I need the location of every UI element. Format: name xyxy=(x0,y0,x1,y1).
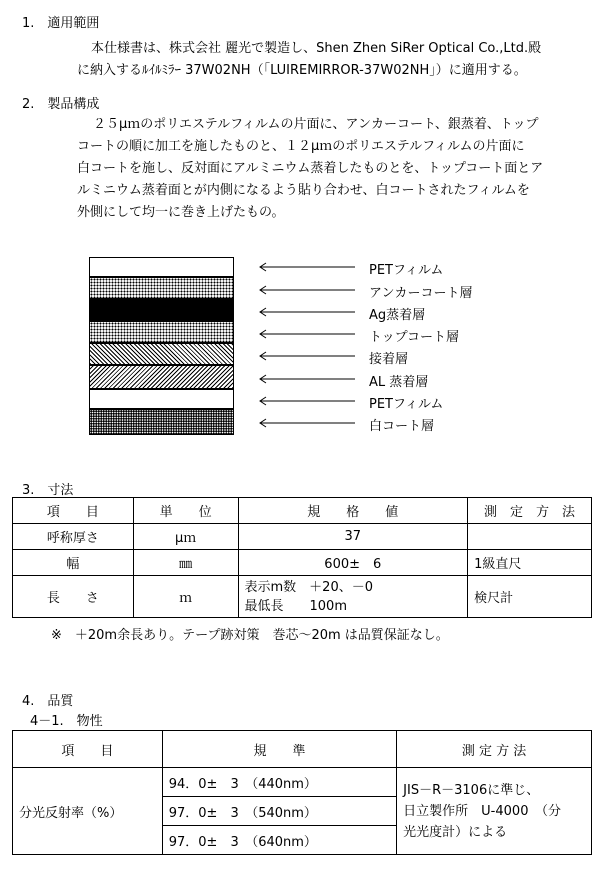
section-2-heading: 2. 製品構成 xyxy=(22,97,100,112)
dimensions-note: ※ ＋20m余長あり。テープ跡対策 巻芯～20m は品質保証なし。 xyxy=(51,628,449,643)
layer-label-adhesive: 接着層 xyxy=(369,352,409,367)
section-4-heading: 4. 品質 xyxy=(22,694,74,709)
layer-label-top-coat: トップコート層 xyxy=(369,330,459,345)
row-unit: ㎜ xyxy=(133,550,238,576)
layer-ag xyxy=(89,299,234,321)
table-header-row xyxy=(13,498,592,524)
row-method: 検尺計 xyxy=(468,576,592,618)
header-standard: 規 準 xyxy=(162,731,396,768)
row-method: 1級直尺 xyxy=(468,550,592,576)
row-item: 幅 xyxy=(13,550,134,576)
layer-arrows xyxy=(250,255,362,435)
header-unit: 単 位 xyxy=(133,498,238,524)
layer-al xyxy=(89,365,234,389)
quality-method xyxy=(397,768,592,855)
layer-top-coat xyxy=(89,321,234,343)
header-method: 測 定 方 法 xyxy=(397,731,592,768)
table-header-row xyxy=(13,731,592,768)
quality-spec: 94．0± 3 （440nm） xyxy=(162,768,396,797)
quality-spec: 97．0± 3 （540nm） xyxy=(162,797,396,826)
row-spec xyxy=(238,576,468,618)
quality-method-line-2: 日立製作所 U-4000 （分 xyxy=(403,803,561,819)
layer-label-pet-top: PETフィルム xyxy=(369,263,444,278)
section-4-1-heading: 4－1. 物性 xyxy=(30,714,103,729)
section-2-text-line-5: 外側にして均一に巻き上げたもの。 xyxy=(77,205,285,220)
row-unit: ｍ xyxy=(133,576,238,618)
section-2-text-line-1: ２５μｍのポリエステルフィルムの片面に、アンカーコート、銀蒸着、トップ xyxy=(93,117,539,132)
layer-pet-bottom xyxy=(89,389,234,409)
quality-method-line-3: 光光度計）による xyxy=(403,824,508,840)
table-row xyxy=(13,550,592,576)
section-1-heading: 1. 適用範囲 xyxy=(22,16,100,31)
row-item: 長 さ xyxy=(13,576,134,618)
layer-anchor-coat xyxy=(89,277,234,299)
section-2-text-line-2: コートの順に加工を施したものと、１２μｍのポリエステルフィルムの片面に xyxy=(77,139,525,154)
row-spec-line-2: 最低長 100m xyxy=(244,598,347,614)
section-1-text-line-2: に納入するﾙｲﾙﾐﾗｰ 37W02NH（「LUIREMIRROR-37W02NH」）に適用する。 xyxy=(77,63,527,78)
quality-method-line-1: JIS－R－3106に準じ、 xyxy=(403,782,540,798)
layer-label-ag: Ag蒸着層 xyxy=(369,308,426,323)
header-item: 項 目 xyxy=(13,731,163,768)
quality-spec: 97．0± 3 （640nm） xyxy=(162,826,396,855)
layer-label-white-coat: 白コート層 xyxy=(369,419,435,434)
layer-pet-top xyxy=(89,257,234,277)
layer-white-coat xyxy=(89,409,234,435)
layer-label-pet-bottom: PETフィルム xyxy=(369,397,444,412)
header-method: 測 定 方 法 xyxy=(468,498,592,524)
section-2-text-line-3: 白コートを施し、反対面にアルミニウム蒸着したものとを、トップコート面とア xyxy=(77,161,544,176)
table-row xyxy=(13,576,592,618)
row-unit: μｍ xyxy=(133,524,238,550)
layer-label-anchor-coat: アンカーコート層 xyxy=(369,286,473,301)
section-3-heading: 3. 寸法 xyxy=(22,483,74,498)
header-spec: 規 格 値 xyxy=(238,498,468,524)
row-spec: 37 xyxy=(238,524,468,550)
dimensions-table xyxy=(12,497,592,618)
table-row xyxy=(13,524,592,550)
layer-label-al: AL 蒸着層 xyxy=(369,375,429,390)
section-2-text-line-4: ルミニウム蒸着面とが内側になるよう貼り合わせ、白コートされたフィルムを xyxy=(77,183,530,198)
row-method xyxy=(468,524,592,550)
quality-item: 分光反射率（%） xyxy=(13,768,163,855)
row-item: 呼称厚さ xyxy=(13,524,134,550)
layer-adhesive xyxy=(89,343,234,365)
section-1-text-line-1: 本仕様書は、株式会社 麗光で製造し、Shen Zhen SiRer Optical Co.,Ltd.殿 xyxy=(91,41,542,56)
header-item: 項 目 xyxy=(13,498,134,524)
table-row xyxy=(13,768,592,797)
row-spec: 600± 6 xyxy=(238,550,468,576)
row-spec-line-1: 表示m数 ＋20、－0 xyxy=(244,579,373,595)
quality-table xyxy=(12,730,592,855)
